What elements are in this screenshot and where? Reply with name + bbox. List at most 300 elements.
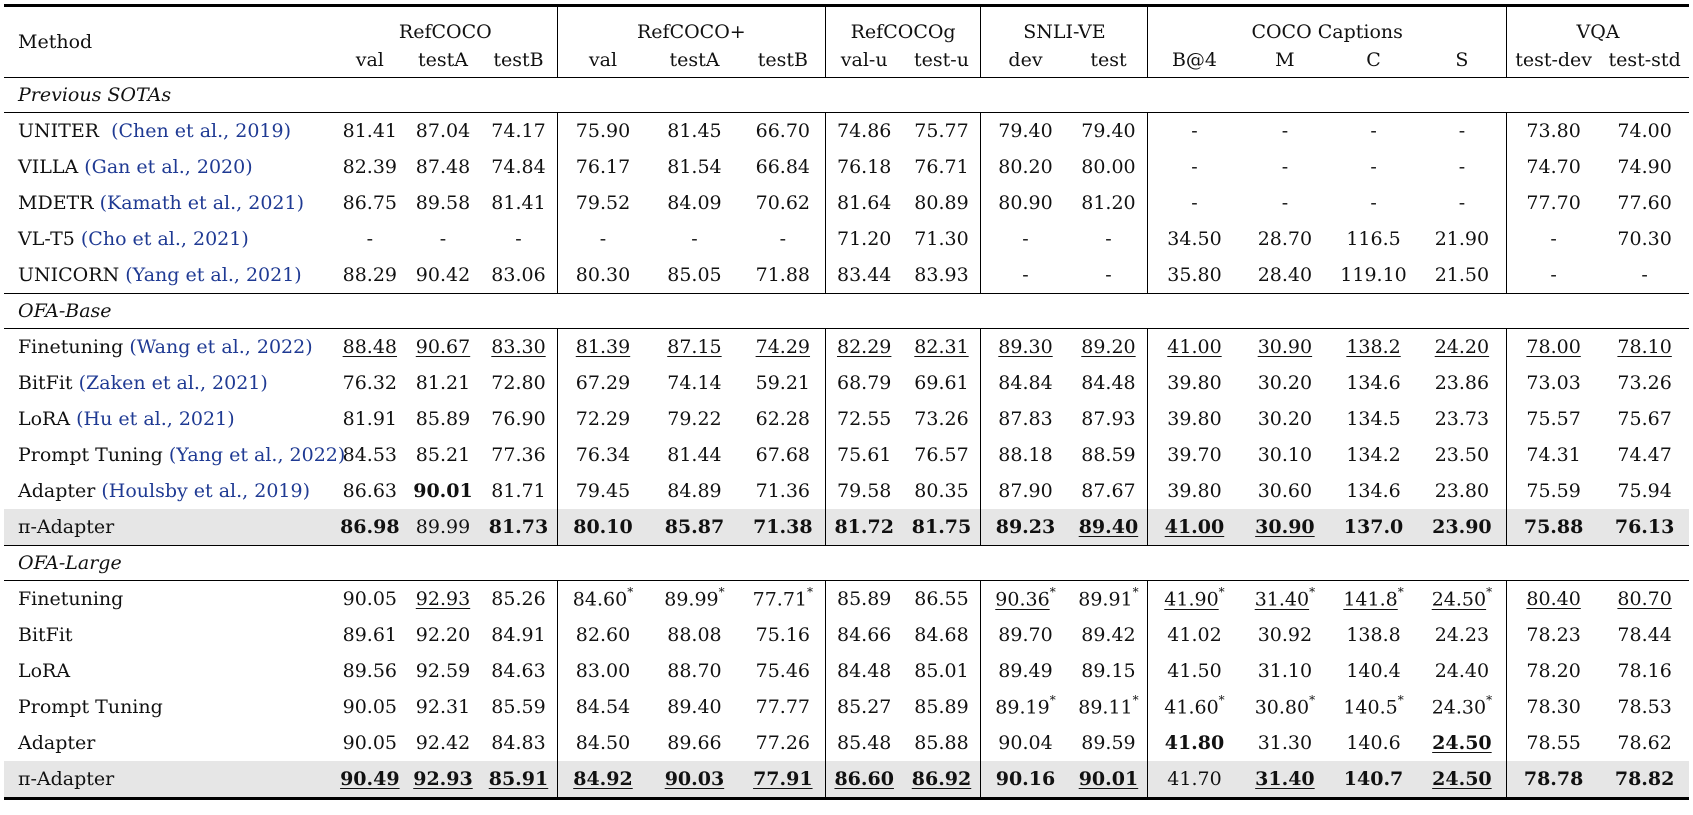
citation-link[interactable]: (Chen et al., 2019) <box>111 120 292 142</box>
value-cell <box>1241 401 1330 437</box>
value-text: 24.50 <box>1432 768 1492 790</box>
value-cell <box>981 653 1070 689</box>
value-cell <box>903 221 981 257</box>
value-cell <box>903 473 981 509</box>
value-text: 31.40 <box>1254 588 1310 611</box>
value-cell <box>1241 617 1330 653</box>
value-cell <box>903 437 981 473</box>
value-text: 77.26 <box>755 732 811 754</box>
method-name: π-Adapter <box>18 516 115 538</box>
value-text: - <box>1105 264 1112 286</box>
value-cell <box>1241 437 1330 473</box>
value-text: 81.44 <box>667 444 722 466</box>
value-text: 89.23 <box>995 516 1056 538</box>
value-text: - <box>1370 156 1377 178</box>
group-header-vqa: VQA <box>1506 6 1689 44</box>
value-text: 80.70 <box>1617 588 1672 610</box>
value-cell <box>903 617 981 653</box>
value-cell <box>480 401 557 437</box>
value-cell <box>825 509 902 546</box>
value-cell <box>903 761 981 799</box>
value-cell <box>334 329 406 366</box>
subcolumn-header: C <box>1366 49 1381 71</box>
value-cell <box>741 329 826 366</box>
value-cell <box>1148 509 1241 546</box>
value-cell <box>1418 761 1507 799</box>
value-cell <box>480 761 557 799</box>
value-text: 79.45 <box>575 480 631 502</box>
citation-link[interactable]: (Gan et al., 2020) <box>84 156 253 178</box>
value-cell <box>557 329 648 366</box>
value-text: 84.89 <box>667 480 722 502</box>
value-text: 71.36 <box>755 480 811 502</box>
value-text: 23.50 <box>1434 444 1490 466</box>
value-text: 90.05 <box>342 588 398 610</box>
value-text: - <box>1370 192 1377 214</box>
value-cell <box>903 581 981 618</box>
value-text: 23.73 <box>1434 408 1490 430</box>
value-text: 76.32 <box>342 372 398 394</box>
value-text: 90.03 <box>664 768 725 790</box>
value-text: 90.04 <box>998 732 1053 754</box>
value-text: 134.2 <box>1346 444 1401 466</box>
value-cell <box>406 509 480 546</box>
citation-link[interactable]: (Houlsby et al., 2019) <box>101 480 311 502</box>
value-text: 89.11 <box>1078 696 1133 719</box>
citation-link[interactable]: (Zaken et al., 2021) <box>78 372 268 394</box>
value-cell <box>648 725 741 761</box>
citation-link[interactable]: (Yang et al., 2022) <box>168 444 346 466</box>
value-cell <box>648 185 741 221</box>
value-cell <box>557 725 648 761</box>
value-text: 83.00 <box>575 660 631 682</box>
value-text: 78.20 <box>1526 660 1581 682</box>
value-cell <box>406 329 480 366</box>
method-cell <box>4 221 334 257</box>
method-name: BitFit <box>18 372 73 394</box>
value-text: 41.90 <box>1164 588 1219 611</box>
asterisk-marker: * <box>1309 585 1316 600</box>
value-text: 24.30 <box>1431 696 1487 719</box>
value-cell <box>1148 689 1241 725</box>
value-cell <box>1329 329 1418 366</box>
value-text: 72.55 <box>837 408 892 430</box>
value-cell <box>557 113 648 150</box>
subcolumn-header: test-u <box>914 49 969 71</box>
value-cell <box>334 725 406 761</box>
value-cell <box>406 149 480 185</box>
table-row <box>4 725 1689 761</box>
value-cell <box>480 221 557 257</box>
value-cell <box>741 581 826 618</box>
value-cell <box>334 221 406 257</box>
value-text: 41.02 <box>1167 624 1222 646</box>
value-text: 77.70 <box>1526 192 1581 214</box>
value-cell <box>1148 617 1241 653</box>
value-cell <box>1418 653 1507 689</box>
subcolumn-header: val <box>557 43 648 78</box>
value-text: 78.55 <box>1526 732 1581 754</box>
value-text: 87.48 <box>415 156 471 178</box>
value-text: 28.70 <box>1257 228 1313 250</box>
value-cell <box>825 185 902 221</box>
value-cell <box>1600 401 1689 437</box>
method-cell <box>4 365 334 401</box>
subcolumn-header: M <box>1275 49 1295 71</box>
value-text: - <box>439 228 447 250</box>
value-text: 72.80 <box>491 372 546 394</box>
value-cell <box>1329 185 1418 221</box>
value-text: 82.29 <box>837 336 892 358</box>
value-cell <box>557 365 648 401</box>
value-text: 30.10 <box>1257 444 1313 466</box>
citation-link[interactable]: (Hu et al., 2021) <box>76 408 235 430</box>
value-cell <box>406 401 480 437</box>
value-text: 140.6 <box>1346 732 1401 754</box>
value-text: 71.20 <box>837 228 892 250</box>
value-text: 79.40 <box>1081 120 1136 142</box>
value-cell <box>1070 509 1148 546</box>
value-cell <box>1600 761 1689 799</box>
asterisk-marker: * <box>1132 585 1139 600</box>
value-text: 78.23 <box>1526 624 1581 646</box>
method-name: LoRA <box>18 660 71 682</box>
table-row <box>4 581 1689 618</box>
group-header-snli-ve: SNLI-VE <box>981 6 1148 44</box>
value-text: 80.10 <box>573 516 633 538</box>
value-text: 87.83 <box>998 408 1053 430</box>
value-cell <box>480 473 557 509</box>
value-text: 92.93 <box>415 588 471 610</box>
value-cell <box>557 761 648 799</box>
value-text: 23.86 <box>1434 372 1490 394</box>
value-text: 76.17 <box>575 156 631 178</box>
value-text: 92.31 <box>415 696 471 718</box>
value-text: 137.0 <box>1343 516 1404 538</box>
value-cell <box>981 113 1070 150</box>
header-row-groups <box>4 6 1689 44</box>
value-cell <box>1329 221 1418 257</box>
value-text: - <box>1641 264 1648 286</box>
value-text: 84.48 <box>837 660 892 682</box>
method-cell <box>4 653 334 689</box>
citation-link[interactable]: (Wang et al., 2022) <box>129 336 313 358</box>
value-cell <box>1148 725 1241 761</box>
value-text: 138.2 <box>1346 336 1401 358</box>
value-text: 35.80 <box>1167 264 1222 286</box>
value-cell <box>334 257 406 294</box>
value-cell <box>480 617 557 653</box>
value-cell <box>741 761 826 799</box>
value-cell <box>334 149 406 185</box>
value-text: 24.23 <box>1434 624 1490 646</box>
value-cell <box>334 617 406 653</box>
value-cell <box>1241 257 1330 294</box>
value-cell <box>903 725 981 761</box>
value-cell <box>1506 689 1600 725</box>
value-text: 30.92 <box>1257 624 1313 646</box>
value-cell <box>981 185 1070 221</box>
table-row <box>4 689 1689 725</box>
value-text: 41.60 <box>1164 696 1219 719</box>
value-cell <box>480 437 557 473</box>
value-text: 78.10 <box>1617 336 1672 358</box>
value-cell <box>741 617 826 653</box>
method-name: VL-T5 <box>18 228 75 250</box>
value-text: 89.19 <box>995 696 1050 719</box>
value-text: 66.84 <box>755 156 811 178</box>
value-cell <box>406 257 480 294</box>
value-cell <box>648 581 741 618</box>
value-text: 85.88 <box>914 732 969 754</box>
value-cell <box>557 509 648 546</box>
value-text: 78.78 <box>1523 768 1584 790</box>
value-text: 85.91 <box>488 768 549 790</box>
value-cell <box>1070 437 1148 473</box>
value-text: 71.30 <box>914 228 969 250</box>
value-text: - <box>1191 156 1198 178</box>
value-cell <box>741 437 826 473</box>
value-cell <box>1329 581 1418 618</box>
method-name: Prompt Tuning <box>18 444 163 466</box>
value-text: 87.90 <box>998 480 1053 502</box>
value-text: 79.22 <box>667 408 722 430</box>
method-name: Finetuning <box>18 588 124 610</box>
value-text: 70.30 <box>1617 228 1672 250</box>
value-cell <box>1070 221 1148 257</box>
value-text: 68.79 <box>837 372 892 394</box>
value-text: 71.38 <box>753 516 813 538</box>
value-text: 119.10 <box>1340 264 1407 286</box>
value-cell <box>981 761 1070 799</box>
value-cell <box>480 365 557 401</box>
value-cell <box>1506 257 1600 294</box>
value-text: 83.06 <box>491 264 546 286</box>
value-cell <box>648 689 741 725</box>
value-cell <box>406 761 480 799</box>
value-cell <box>741 113 826 150</box>
value-text: 70.62 <box>755 192 811 214</box>
value-cell <box>648 401 741 437</box>
method-cell <box>4 761 334 799</box>
method-cell <box>4 725 334 761</box>
value-cell <box>1600 581 1689 618</box>
value-text: - <box>1022 228 1029 250</box>
value-text: 74.70 <box>1526 156 1581 178</box>
value-text: 77.71 <box>752 588 808 611</box>
value-text: 80.20 <box>998 156 1053 178</box>
value-text: 79.40 <box>998 120 1053 142</box>
value-text: 88.18 <box>998 444 1053 466</box>
value-cell <box>480 149 557 185</box>
value-cell <box>1600 725 1689 761</box>
value-text: 75.88 <box>1523 516 1584 538</box>
asterisk-marker: * <box>1397 585 1404 600</box>
value-text: 73.26 <box>1617 372 1672 394</box>
value-text: 89.99 <box>415 516 471 538</box>
asterisk-marker: * <box>1049 585 1056 600</box>
value-cell <box>981 689 1070 725</box>
value-text: 89.56 <box>342 660 398 682</box>
value-cell <box>648 365 741 401</box>
value-text: 75.94 <box>1617 480 1672 502</box>
value-text: 89.91 <box>1078 588 1133 611</box>
value-text: 84.50 <box>575 732 631 754</box>
value-cell <box>1329 437 1418 473</box>
value-cell <box>741 149 826 185</box>
value-cell <box>1600 509 1689 546</box>
value-cell <box>1241 689 1330 725</box>
group-header-coco-captions: COCO Captions <box>1148 6 1507 44</box>
value-text: 24.50 <box>1431 588 1487 611</box>
value-text: 85.48 <box>837 732 892 754</box>
value-text: 74.90 <box>1617 156 1672 178</box>
value-cell <box>1329 509 1418 546</box>
value-cell <box>825 401 902 437</box>
value-cell <box>903 185 981 221</box>
value-text: - <box>691 228 698 250</box>
value-cell <box>1506 653 1600 689</box>
value-text: 84.60 <box>572 588 628 611</box>
value-cell <box>1329 689 1418 725</box>
value-cell <box>648 509 741 546</box>
value-cell <box>1600 257 1689 294</box>
value-text: 80.90 <box>998 192 1053 214</box>
value-text: 86.55 <box>914 588 969 610</box>
value-text: 31.10 <box>1257 660 1313 682</box>
value-text: 39.80 <box>1167 372 1222 394</box>
value-cell <box>1418 509 1507 546</box>
value-cell <box>1418 617 1507 653</box>
value-text: 140.4 <box>1346 660 1401 682</box>
value-cell <box>1418 401 1507 437</box>
value-text: 89.15 <box>1081 660 1136 682</box>
method-citation-separator <box>99 120 111 142</box>
method-cell <box>4 509 334 546</box>
citation-link[interactable]: (Yang et al., 2021) <box>125 264 302 286</box>
value-cell <box>1418 725 1507 761</box>
value-text: 86.98 <box>340 516 400 538</box>
value-cell <box>1329 365 1418 401</box>
value-cell <box>557 437 648 473</box>
value-text: 81.64 <box>837 192 892 214</box>
value-cell <box>903 509 981 546</box>
value-cell <box>1070 365 1148 401</box>
value-text: 82.39 <box>342 156 398 178</box>
value-cell <box>406 689 480 725</box>
value-text: 86.92 <box>911 768 972 790</box>
subcolumn-header: test-std <box>1608 49 1681 71</box>
value-cell <box>334 581 406 618</box>
value-text: 30.20 <box>1257 408 1313 430</box>
value-cell <box>1418 329 1507 366</box>
value-cell <box>648 113 741 150</box>
value-cell <box>406 473 480 509</box>
value-cell <box>334 653 406 689</box>
value-text: 138.8 <box>1346 624 1401 646</box>
value-cell <box>825 437 902 473</box>
value-text: 81.54 <box>667 156 722 178</box>
group-header-refcoco: RefCOCO <box>398 21 492 43</box>
value-cell <box>1070 581 1148 618</box>
value-text: 75.57 <box>1526 408 1581 430</box>
value-cell <box>1506 149 1600 185</box>
value-text: 74.17 <box>491 120 546 142</box>
value-text: 74.29 <box>755 336 811 358</box>
value-cell <box>1506 437 1600 473</box>
value-text: 89.70 <box>998 624 1053 646</box>
value-cell <box>741 509 826 546</box>
value-cell <box>557 473 648 509</box>
value-cell <box>1329 725 1418 761</box>
subcolumn-header: val <box>355 49 384 71</box>
value-cell <box>334 761 406 799</box>
value-cell <box>981 725 1070 761</box>
table-row <box>4 401 1689 437</box>
value-text: 87.93 <box>1081 408 1136 430</box>
value-cell <box>1241 761 1330 799</box>
value-text: 92.59 <box>415 660 471 682</box>
table-row <box>4 329 1689 366</box>
value-cell <box>825 365 902 401</box>
value-text: 89.40 <box>1078 516 1139 538</box>
value-text: 78.16 <box>1617 660 1672 682</box>
value-text: 75.61 <box>837 444 892 466</box>
method-name: Prompt Tuning <box>18 696 163 718</box>
method-name: UNITER <box>18 120 99 142</box>
value-text: 77.36 <box>491 444 546 466</box>
value-cell <box>903 401 981 437</box>
citation-link[interactable]: (Cho et al., 2021) <box>80 228 249 250</box>
value-cell <box>903 689 981 725</box>
value-text: - <box>1191 120 1198 142</box>
value-text: 141.8 <box>1343 588 1398 611</box>
value-cell <box>1329 401 1418 437</box>
value-text: 81.21 <box>415 372 471 394</box>
value-text: 39.70 <box>1167 444 1222 466</box>
value-text: 92.93 <box>413 768 473 790</box>
value-text: 23.90 <box>1432 516 1492 538</box>
value-cell <box>557 149 648 185</box>
value-cell <box>1329 473 1418 509</box>
method-cell <box>4 185 334 221</box>
value-cell <box>1418 365 1507 401</box>
value-cell <box>1070 761 1148 799</box>
method-cell <box>4 581 334 618</box>
asterisk-marker: * <box>1132 693 1139 708</box>
value-text: 85.26 <box>491 588 546 610</box>
value-text: 76.71 <box>914 156 969 178</box>
value-text: 62.28 <box>755 408 811 430</box>
value-text: 75.59 <box>1526 480 1581 502</box>
value-text: 90.05 <box>342 696 398 718</box>
value-text: 75.77 <box>914 120 969 142</box>
value-cell <box>1148 761 1241 799</box>
value-cell <box>1148 401 1241 437</box>
value-cell <box>1600 185 1689 221</box>
value-cell <box>981 401 1070 437</box>
value-cell <box>1600 149 1689 185</box>
value-text: 84.68 <box>914 624 969 646</box>
value-text: 81.41 <box>491 192 546 214</box>
value-cell <box>557 221 648 257</box>
value-cell <box>334 185 406 221</box>
value-cell <box>557 185 648 221</box>
value-text: 92.20 <box>415 624 471 646</box>
citation-link[interactable]: (Kamath et al., 2021) <box>99 192 304 214</box>
value-cell <box>1241 365 1330 401</box>
asterisk-marker: * <box>718 585 725 600</box>
